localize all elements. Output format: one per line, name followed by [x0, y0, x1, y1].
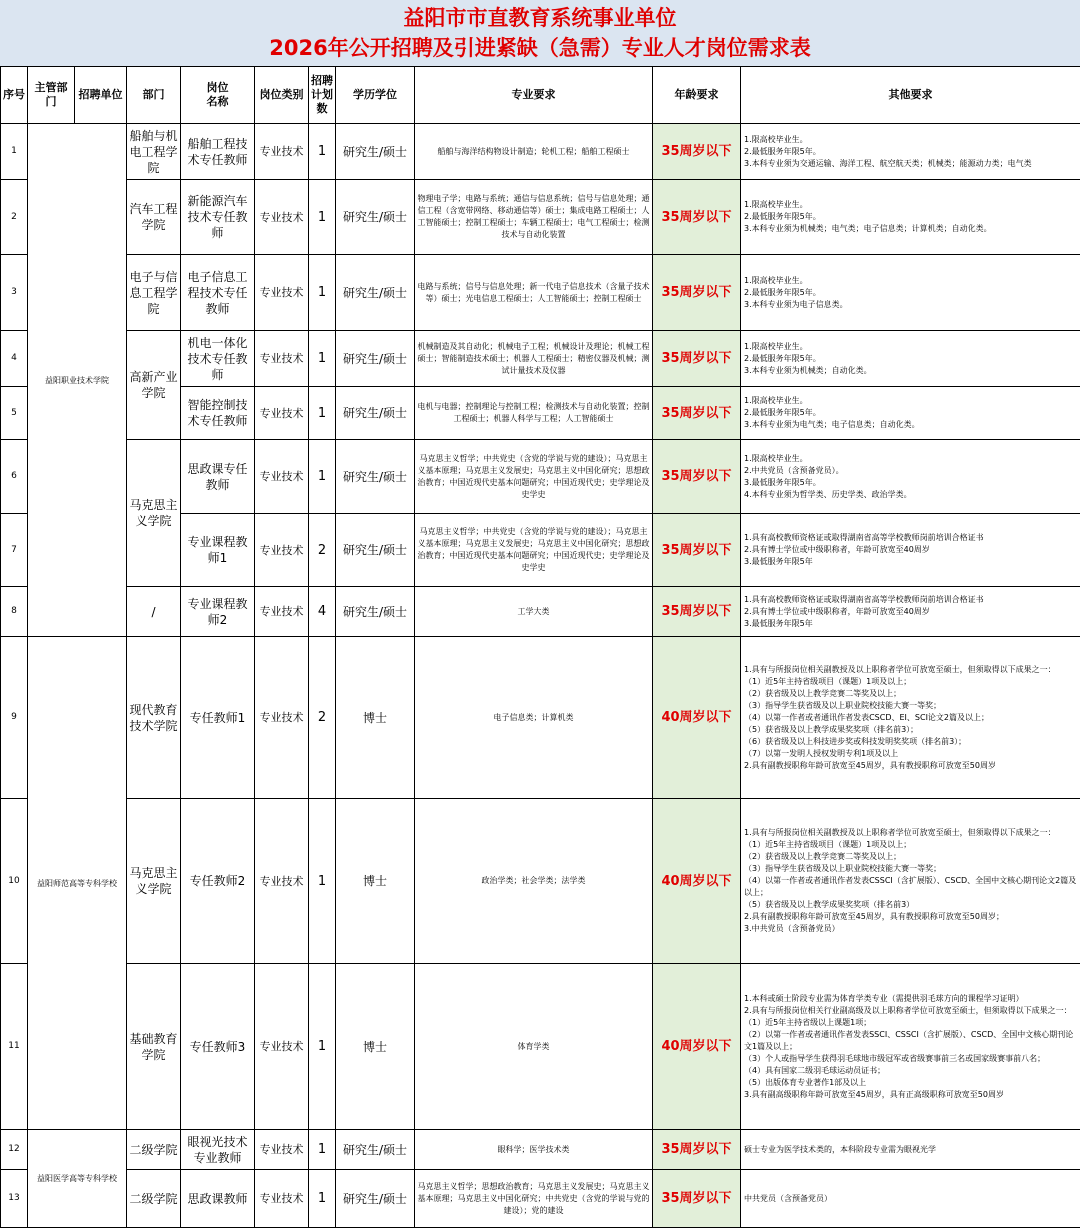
- type-cell: 专业技术: [255, 387, 309, 440]
- header-major: 专业要求: [415, 67, 653, 124]
- table-row: 12 益阳医学高等专科学校 二级学院 眼视光技术专业教师 专业技术 1 研究生/硕士 眼科学；医学技术类 35周岁以下 硕士专业为医学技术类的，本科阶段专业需为眼视光学: [1, 1130, 1080, 1170]
- age-cell: 35周岁以下: [653, 1130, 741, 1170]
- edu-cell: 研究生/硕士: [336, 331, 415, 387]
- other-cell: 1.限高校毕业生。 2.中共党员（含预备党员）。 3.最低服务年限5年。 4.本科专业须为哲学类、历史学类、政治学类。: [741, 440, 1080, 514]
- major-cell: 体育学类: [415, 964, 653, 1130]
- edu-cell: 研究生/硕士: [336, 255, 415, 331]
- division-cell: 二级学院: [127, 1170, 181, 1228]
- count-cell: 2: [309, 514, 336, 587]
- count-cell: 4: [309, 587, 336, 637]
- edu-cell: 博士: [336, 637, 415, 799]
- count-cell: 1: [309, 331, 336, 387]
- other-cell: 硕士专业为医学技术类的，本科阶段专业需为眼视光学: [741, 1130, 1080, 1170]
- age-cell: 40周岁以下: [653, 964, 741, 1130]
- post-cell: 眼视光技术专业教师: [181, 1130, 255, 1170]
- type-cell: 专业技术: [255, 587, 309, 637]
- table-row: 2 汽车工程学院 新能源汽车技术专任教师 专业技术 1 研究生/硕士 物理电子学；电路与系统；通信与信息系统；信号与信息处理；通信工程（含宽带网络、移动通信等）硕士；集成电路工程硕士；人工智能硕士；控制工程硕士；车辆工程硕士；电气工程硕士；检测技术与自动化装置 35周岁以下 1.限高校毕业生。 2.最低服务年限5年。 3.本科专业须为机械类；电气类；电子信息类；计算机类；自动化类。: [1, 180, 1080, 255]
- count-cell: 1: [309, 1170, 336, 1228]
- division-cell: 马克思主义学院: [127, 440, 181, 587]
- count-cell: 1: [309, 180, 336, 255]
- age-cell: 35周岁以下: [653, 255, 741, 331]
- division-cell: 船舶与机电工程学院: [127, 124, 181, 180]
- post-cell: 船舶工程技术专任教师: [181, 124, 255, 180]
- table-row: 5 智能控制技术专任教师 专业技术 1 研究生/硕士 电机与电器；控制理论与控制工程；检测技术与自动化装置；控制工程硕士；机器人科学与工程；人工智能硕士 35周岁以下 1.限高校毕业生。 2.最低服务年限5年。 3.本科专业须为电气类；电子信息类；自动化类。: [1, 387, 1080, 440]
- major-cell: 船舶与海洋结构物设计制造；轮机工程；船舶工程硕士: [415, 124, 653, 180]
- age-cell: 35周岁以下: [653, 514, 741, 587]
- post-cell: 专业课程教师1: [181, 514, 255, 587]
- count-cell: 1: [309, 440, 336, 514]
- edu-cell: 研究生/硕士: [336, 180, 415, 255]
- age-cell: 35周岁以下: [653, 587, 741, 637]
- major-cell: 电机与电器；控制理论与控制工程；检测技术与自动化装置；控制工程硕士；机器人科学与工程；人工智能硕士: [415, 387, 653, 440]
- other-cell: 1.具有与所报岗位相关副教授及以上职称者学位可放宽至硕士，但须取得以下成果之一： （1）近5年主持省级项目（课题）1项及以上； （2）获省级及以上教学竞赛二等奖及以上； （3）指导学生获省级及以上职业院校技能大赛一等奖； （4）以第一作者或者通讯作者发表CSSCI（含扩展版）、CSCD、全国中文核心期刊论文2篇及以上； （5）获省级及以上教学成果奖奖项（排名前3） 2.具有副教授职称年龄可放宽至45周岁，具有教授职称可放宽至50周岁； 3.中共党员（含预备党员）: [741, 799, 1080, 964]
- table-row: 6 马克思主义学院 思政课专任教师 专业技术 1 研究生/硕士 马克思主义哲学；中共党史（含党的学说与党的建设）；马克思主义基本原理；马克思主义发展史；马克思主义中国化研究；思想政治教育；中国近现代史基本问题研究；中国近现代史；史学理论及史学史 35周岁以下 1.限高校毕业生。 2.中共党员（含预备党员）。 3.最低服务年限5年。 4.本科专业须为哲学类、历史学类、政治学类。: [1, 440, 1080, 514]
- age-cell: 35周岁以下: [653, 180, 741, 255]
- major-cell: 眼科学；医学技术类: [415, 1130, 653, 1170]
- division-cell: 汽车工程学院: [127, 180, 181, 255]
- major-cell: 政治学类；社会学类；法学类: [415, 799, 653, 964]
- edu-cell: 研究生/硕士: [336, 124, 415, 180]
- major-cell: 工学大类: [415, 587, 653, 637]
- type-cell: 专业技术: [255, 440, 309, 514]
- post-cell: 专业课程教师2: [181, 587, 255, 637]
- unit-cell: 益阳职业技术学院: [28, 124, 127, 637]
- header-seq: 序号: [1, 67, 28, 124]
- other-cell: 1.限高校毕业生。 2.最低服务年限5年。 3.本科专业须为电气类；电子信息类；自动化类。: [741, 387, 1080, 440]
- type-cell: 专业技术: [255, 1170, 309, 1228]
- title-banner: [0, 0, 1080, 66]
- count-cell: 1: [309, 799, 336, 964]
- table-row: 4 高新产业学院 机电一体化技术专任教师 专业技术 1 研究生/硕士 机械制造及其自动化；机械电子工程；机械设计及理论；机械工程硕士；智能制造技术硕士；机器人工程硕士；精密仪器及机械；测试计量技术及仪器 35周岁以下 1.限高校毕业生。 2.最低服务年限5年。 3.本科专业须为机械类；自动化类。: [1, 331, 1080, 387]
- type-cell: 专业技术: [255, 964, 309, 1130]
- other-cell: 1.具有高校教师资格证或取得湖南省高等学校教师岗前培训合格证书 2.具有博士学位或中级职称者，年龄可放宽至40周岁 3.最低服务年限5年: [741, 514, 1080, 587]
- major-cell: 马克思主义哲学；中共党史（含党的学说与党的建设）；马克思主义基本原理；马克思主义发展史；马克思主义中国化研究；思想政治教育；中国近现代史基本问题研究；中国近现代史；史学理论及史学史: [415, 440, 653, 514]
- count-cell: 1: [309, 124, 336, 180]
- type-cell: 专业技术: [255, 180, 309, 255]
- edu-cell: 研究生/硕士: [336, 440, 415, 514]
- count-cell: 1: [309, 387, 336, 440]
- age-cell: 35周岁以下: [653, 124, 741, 180]
- edu-cell: 博士: [336, 964, 415, 1130]
- unit-cell: 益阳师范高等专科学校: [28, 637, 127, 1130]
- header-post: 岗位 名称: [181, 67, 255, 124]
- table-row: 8 / 专业课程教师2 专业技术 4 研究生/硕士 工学大类 35周岁以下 1.具有高校教师资格证或取得湖南省高等学校教师岗前培训合格证书 2.具有博士学位或中级职称者，年龄可放宽至40周岁 3.最低服务年限5年: [1, 587, 1080, 637]
- header-edu: 学历学位: [336, 67, 415, 124]
- post-cell: 专任教师3: [181, 964, 255, 1130]
- division-cell: 基础教育学院: [127, 964, 181, 1130]
- unit-cell: 益阳医学高等专科学校: [28, 1130, 127, 1228]
- post-cell: 专任教师1: [181, 637, 255, 799]
- header-count: 招聘 计划 数: [309, 67, 336, 124]
- other-cell: 1.限高校毕业生。 2.最低服务年限5年。 3.本科专业须为电子信息类。: [741, 255, 1080, 331]
- count-cell: 1: [309, 964, 336, 1130]
- age-cell: 35周岁以下: [653, 1170, 741, 1228]
- count-cell: 1: [309, 1130, 336, 1170]
- age-cell: 35周岁以下: [653, 387, 741, 440]
- other-cell: 1.限高校毕业生。 2.最低服务年限5年。 3.本科专业须为机械类；电气类；电子信息类；计算机类；自动化类。: [741, 180, 1080, 255]
- post-cell: 智能控制技术专任教师: [181, 387, 255, 440]
- edu-cell: 研究生/硕士: [336, 514, 415, 587]
- other-cell: 1.具有高校教师资格证或取得湖南省高等学校教师岗前培训合格证书 2.具有博士学位或中级职称者，年龄可放宽至40周岁 3.最低服务年限5年: [741, 587, 1080, 637]
- other-cell: 1.本科或硕士阶段专业需为体育学类专业（需提供羽毛球方向的课程学习证明） 2.具有与所报岗位相关行业副高级及以上职称者学位可放宽至硕士，但须取得以下成果之一： （1）近5年主持省级以上课题1项； （2）以第一作者或者通讯作者发表SSCI、CSSCI（含扩展版）、CSCD、全国中文核心期刊论文1篇及以上； （3）个人或指导学生获得羽毛球地市级冠军或省级赛事前三名或国家级赛事前八名； （4）具有国家二级羽毛球运动员证书； （5）出版体育专业著作1部及以上 3.具有副高级职称年龄可放宽至45周岁，具有正高级职称可放宽至50周岁: [741, 964, 1080, 1130]
- post-cell: 思政课教师: [181, 1170, 255, 1228]
- other-cell: 1.限高校毕业生。 2.最低服务年限5年。 3.本科专业须为机械类；自动化类。: [741, 331, 1080, 387]
- header-row: [1, 67, 1080, 124]
- type-cell: 专业技术: [255, 514, 309, 587]
- division-cell: 现代教育技术学院: [127, 637, 181, 799]
- header-other: 其他要求: [741, 67, 1080, 124]
- other-cell: 1.具有与所报岗位相关副教授及以上职称者学位可放宽至硕士，但须取得以下成果之一： （1）近5年主持省级项目（课题）1项及以上； （2）获省级及以上教学竞赛二等奖及以上； （3）指导学生获省级及以上职业院校技能大赛一等奖； （4）以第一作者或者通讯作者发表CSCD、EI、SCI论文2篇及以上； （5）获省级及以上教学成果奖奖项（排名前3）； （6）获省级及以上科技进步奖或科技发明奖奖项（排名前3）； （7）以第一发明人授权发明专利1项及以上 2.具有副教授职称年龄可放宽至45周岁，具有教授职称可放宽至50周岁: [741, 637, 1080, 799]
- post-cell: 新能源汽车技术专任教师: [181, 180, 255, 255]
- page-subtitle: 2026年公开招聘及引进紧缺（急需）专业人才岗位需求表: [0, 33, 1080, 63]
- division-cell: 电子与信息工程学院: [127, 255, 181, 331]
- header-age: 年龄要求: [653, 67, 741, 124]
- division-cell: 高新产业学院: [127, 331, 181, 440]
- post-cell: 专任教师2: [181, 799, 255, 964]
- count-cell: 2: [309, 637, 336, 799]
- division-cell: 二级学院: [127, 1130, 181, 1170]
- type-cell: 专业技术: [255, 331, 309, 387]
- other-cell: 1.限高校毕业生。 2.最低服务年限5年。 3.本科专业须为交通运输、海洋工程、航空航天类；机械类；能源动力类；电气类: [741, 124, 1080, 180]
- age-cell: 35周岁以下: [653, 331, 741, 387]
- type-cell: 专业技术: [255, 124, 309, 180]
- type-cell: 专业技术: [255, 799, 309, 964]
- page-title: 益阳市市直教育系统事业单位: [0, 3, 1080, 33]
- edu-cell: 研究生/硕士: [336, 387, 415, 440]
- table-row: 13 二级学院 思政课教师 专业技术 1 研究生/硕士 马克思主义哲学；思想政治教育；马克思主义发展史；马克思主义基本原理；马克思主义中国化研究；中共党史（含党的学说与党的建设）；党的建设 35周岁以下 中共党员（含预备党员）: [1, 1170, 1080, 1228]
- table-row: 1 益阳职业技术学院 船舶与机电工程学院 船舶工程技术专任教师 专业技术 1 研究生/硕士 船舶与海洋结构物设计制造；轮机工程；船舶工程硕士 35周岁以下 1.限高校毕业生。 2.最低服务年限5年。 3.本科专业须为交通运输、海洋工程、航空航天类；机械类；能源动力类；电气类: [1, 124, 1080, 180]
- post-cell: 电子信息工程技术专任教师: [181, 255, 255, 331]
- recruitment-table: [0, 66, 1080, 1228]
- header-type: 岗位类别: [255, 67, 309, 124]
- table-row: 11 基础教育学院 专任教师3 专业技术 1 博士 体育学类 40周岁以下 1.本科或硕士阶段专业需为体育学类专业（需提供羽毛球方向的课程学习证明） 2.具有与所报岗位相关行业副高级及以上职称者学位可放宽至硕士，但须取得以下成果之一： （1）近5年主持省级以上课题1项； （2）以第一作者或者通讯作者发表SSCI、CSSCI（含扩展版）、CSCD、全国中文核心期刊论文1篇及以上； （3）个人或指导学生获得羽毛球地市级冠军或省级赛事前三名或国家级赛事前八名； （4）具有国家二级羽毛球运动员证书； （5）出版体育专业著作1部及以上 3.具有副高级职称年龄可放宽至45周岁，具有正高级职称可放宽至50周岁: [1, 964, 1080, 1130]
- post-cell: 思政课专任教师: [181, 440, 255, 514]
- header-division: 部门: [127, 67, 181, 124]
- age-cell: 40周岁以下: [653, 637, 741, 799]
- type-cell: 专业技术: [255, 1130, 309, 1170]
- major-cell: 电子信息类；计算机类: [415, 637, 653, 799]
- major-cell: 物理电子学；电路与系统；通信与信息系统；信号与信息处理；通信工程（含宽带网络、移动通信等）硕士；集成电路工程硕士；人工智能硕士；控制工程硕士；车辆工程硕士；电气工程硕士；检测技术与自动化装置: [415, 180, 653, 255]
- table-row: 9 益阳师范高等专科学校 现代教育技术学院 专任教师1 专业技术 2 博士 电子信息类；计算机类 40周岁以下 1.具有与所报岗位相关副教授及以上职称者学位可放宽至硕士，但须取得以下成果之一： （1）近5年主持省级项目（课题）1项及以上； （2）获省级及以上教学竞赛二等奖及以上； （3）指导学生获省级及以上职业院校技能大赛一等奖； （4）以第一作者或者通讯作者发表CSCD、EI、SCI论文2篇及以上； （5）获省级及以上教学成果奖奖项（排名前3）； （6）获省级及以上科技进步奖或科技发明奖奖项（排名前3）； （7）以第一发明人授权发明专利1项及以上 2.具有副教授职称年龄可放宽至45周岁，具有教授职称可放宽至50周岁: [1, 637, 1080, 799]
- division-cell: 马克思主义学院: [127, 799, 181, 964]
- post-cell: 机电一体化技术专任教师: [181, 331, 255, 387]
- other-cell: 中共党员（含预备党员）: [741, 1170, 1080, 1228]
- table-row: 7 专业课程教师1 专业技术 2 研究生/硕士 马克思主义哲学；中共党史（含党的学说与党的建设）；马克思主义基本原理；马克思主义发展史；马克思主义中国化研究；思想政治教育；中国近现代史基本问题研究；中国近现代史；史学理论及史学史 35周岁以下 1.具有高校教师资格证或取得湖南省高等学校教师岗前培训合格证书 2.具有博士学位或中级职称者，年龄可放宽至40周岁 3.最低服务年限5年: [1, 514, 1080, 587]
- table-row: 10 马克思主义学院 专任教师2 专业技术 1 博士 政治学类；社会学类；法学类 40周岁以下 1.具有与所报岗位相关副教授及以上职称者学位可放宽至硕士，但须取得以下成果之一： （1）近5年主持省级项目（课题）1项及以上； （2）获省级及以上教学竞赛二等奖及以上； （3）指导学生获省级及以上职业院校技能大赛一等奖； （4）以第一作者或者通讯作者发表CSSCI（含扩展版）、CSCD、全国中文核心期刊论文2篇及以上； （5）获省级及以上教学成果奖奖项（排名前3） 2.具有副教授职称年龄可放宽至45周岁，具有教授职称可放宽至50周岁； 3.中共党员（含预备党员）: [1, 799, 1080, 964]
- major-cell: 马克思主义哲学；思想政治教育；马克思主义发展史；马克思主义基本原理；马克思主义中国化研究；中共党史（含党的学说与党的建设）；党的建设: [415, 1170, 653, 1228]
- header-dept: 主管部门: [28, 67, 75, 124]
- edu-cell: 研究生/硕士: [336, 1130, 415, 1170]
- table-row: 3 电子与信息工程学院 电子信息工程技术专任教师 专业技术 1 研究生/硕士 电路与系统；信号与信息处理；新一代电子信息技术（含量子技术等）硕士；光电信息工程硕士；人工智能硕士；控制工程硕士 35周岁以下 1.限高校毕业生。 2.最低服务年限5年。 3.本科专业须为电子信息类。: [1, 255, 1080, 331]
- edu-cell: 研究生/硕士: [336, 1170, 415, 1228]
- edu-cell: 博士: [336, 799, 415, 964]
- age-cell: 40周岁以下: [653, 799, 741, 964]
- major-cell: 机械制造及其自动化；机械电子工程；机械设计及理论；机械工程硕士；智能制造技术硕士；机器人工程硕士；精密仪器及机械；测试计量技术及仪器: [415, 331, 653, 387]
- type-cell: 专业技术: [255, 255, 309, 331]
- major-cell: 电路与系统；信号与信息处理；新一代电子信息技术（含量子技术等）硕士；光电信息工程硕士；人工智能硕士；控制工程硕士: [415, 255, 653, 331]
- edu-cell: 研究生/硕士: [336, 587, 415, 637]
- header-unit: 招聘单位: [75, 67, 127, 124]
- age-cell: 35周岁以下: [653, 440, 741, 514]
- division-cell: /: [127, 587, 181, 637]
- count-cell: 1: [309, 255, 336, 331]
- type-cell: 专业技术: [255, 637, 309, 799]
- major-cell: 马克思主义哲学；中共党史（含党的学说与党的建设）；马克思主义基本原理；马克思主义发展史；马克思主义中国化研究；思想政治教育；中国近现代史基本问题研究；中国近现代史；史学理论及史学史: [415, 514, 653, 587]
